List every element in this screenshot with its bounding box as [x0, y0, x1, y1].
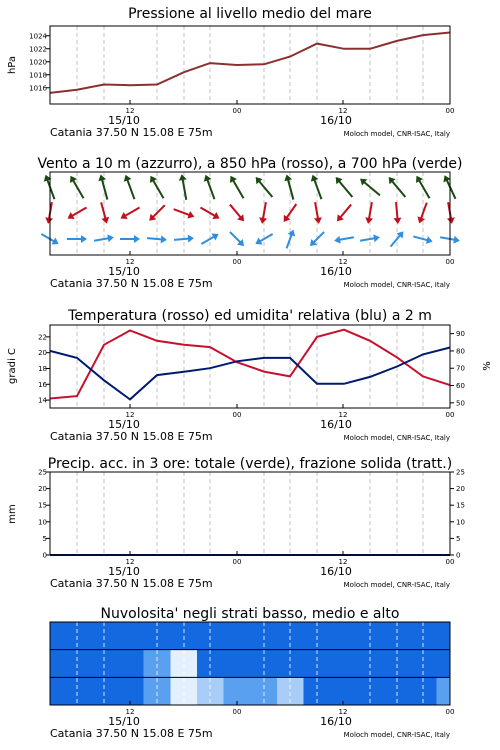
wind-arrow-head — [426, 236, 434, 245]
x-hour-label: 12 — [125, 107, 135, 115]
wind-arrow-head — [447, 217, 456, 224]
y-tick-label: 25 — [38, 468, 47, 477]
x-date-label: 16/10 — [320, 565, 352, 578]
wind-arrow-head — [333, 236, 340, 245]
y-tick-label: 90 — [456, 330, 465, 339]
wind-arrow-head — [373, 233, 380, 242]
x-hour-label: 12 — [125, 258, 135, 266]
cloud-cell — [224, 622, 251, 650]
location-label: Catania 37.50 N 15.08 E 75m — [50, 577, 213, 590]
model-label: Moloch model, CNR-ISAC, Italy — [343, 581, 450, 589]
y-tick-label: 15 — [456, 501, 465, 510]
cloud-cell — [331, 650, 358, 678]
location-label: Catania 37.50 N 15.08 E 75m — [50, 430, 213, 443]
y-tick-label: 10 — [38, 518, 47, 527]
model-label: Moloch model, CNR-ISAC, Italy — [343, 434, 450, 442]
wind-arrow — [227, 202, 247, 224]
x-hour-label: 00 — [232, 107, 242, 115]
cloud-cell — [437, 677, 451, 705]
wind-arrow-shaft — [286, 204, 296, 219]
y-tick-label: 20 — [456, 485, 465, 494]
wind-arrow-head — [118, 212, 127, 222]
y-tick-label: 50 — [456, 399, 465, 408]
wind-arrow-shaft — [94, 238, 110, 241]
y-tick-label: 1020 — [29, 58, 47, 67]
chart-title: Nuvolosita' negli strati basso, medio e alto — [100, 606, 400, 622]
wind-arrow-shaft — [174, 238, 190, 239]
wind-arrow-shaft — [230, 205, 242, 219]
x-date-label: 15/10 — [108, 715, 140, 728]
x-hour-label: 12 — [125, 558, 135, 566]
wind-arrow-head — [122, 173, 132, 181]
wind-arrow-head — [441, 174, 451, 183]
wind-arrow — [333, 174, 356, 199]
wind-arrow — [258, 201, 270, 224]
wind-arrow-shaft — [207, 179, 215, 200]
wind-arrow-shaft — [230, 232, 241, 243]
model-label: Moloch model, CNR-ISAC, Italy — [343, 130, 450, 138]
wind-arrow-shaft — [71, 208, 87, 217]
wind-arrow-head — [51, 238, 60, 248]
y-tick-label: 1024 — [29, 32, 47, 41]
cloud-cell — [50, 677, 64, 705]
y-axis-label: mm — [7, 504, 18, 524]
y-tick-label: 10 — [456, 518, 465, 527]
wind-arrow — [120, 235, 140, 243]
cloud-cell — [117, 622, 144, 650]
x-hour-label: 00 — [445, 558, 455, 566]
wind-arrow — [118, 204, 141, 222]
wind-arrow-head — [67, 174, 77, 183]
cloud-cell — [117, 677, 144, 705]
wind-arrow-shaft — [258, 180, 272, 197]
chart-title: Precip. acc. in 3 ore: totale (verde), frazione solida (tratt.) — [47, 456, 453, 472]
wind-arrow — [122, 173, 138, 200]
wind-arrow-shaft — [41, 234, 55, 242]
wind-arrow-head — [188, 234, 195, 242]
wind-arrow-head — [227, 174, 237, 183]
wind-arrow — [198, 204, 221, 222]
location-label: Catania 37.50 N 15.08 E 75m — [50, 126, 213, 139]
y-tick-label: 22 — [38, 333, 47, 342]
plot-frame — [50, 472, 450, 555]
x-date-label: 16/10 — [320, 418, 352, 431]
humidity-line — [50, 348, 450, 400]
wind-arrow-head — [161, 235, 168, 243]
wind-arrow-shaft — [102, 178, 108, 199]
wind-arrow-shaft — [446, 179, 455, 199]
wind-arrow-head — [134, 235, 140, 243]
wind-arrow-head — [101, 217, 110, 225]
wind-arrow-shaft — [391, 234, 401, 246]
cloud-cell — [437, 622, 451, 650]
y-axis-label: gradi C — [7, 348, 18, 384]
cloud-cell — [50, 650, 64, 678]
wind-arrow-shaft — [363, 181, 380, 195]
wind-arrow-head — [258, 217, 267, 224]
wind-arrow-shaft — [127, 179, 135, 200]
y-axis-label: hPa — [7, 55, 18, 75]
cloud-cell — [437, 650, 451, 678]
wind-arrow-shaft — [233, 179, 244, 198]
model-label: Moloch model, CNR-ISAC, Italy — [343, 281, 450, 289]
y-tick-label: 15 — [38, 501, 47, 510]
wind-arrow — [227, 229, 247, 249]
wind-arrow-shaft — [259, 234, 273, 242]
y-tick-label: 25 — [456, 468, 465, 477]
x-hour-label: 00 — [445, 258, 455, 266]
wind-arrow — [280, 202, 299, 225]
x-hour-label: 00 — [445, 411, 455, 419]
wind-arrow-shaft — [200, 208, 216, 217]
chart-title: Vento a 10 m (azzurro), a 850 hPa (rosso), a 700 hPa (verde) — [37, 156, 463, 172]
x-date-label: 15/10 — [108, 418, 140, 431]
wind-arrow-head — [97, 173, 106, 181]
wind-arrow-shaft — [288, 178, 294, 199]
y-tick-label: 16 — [38, 380, 47, 389]
wind-arrow — [334, 202, 354, 224]
x-hour-label: 12 — [338, 411, 348, 419]
wind-arrow-shaft — [314, 179, 322, 200]
wind-arrow-shaft — [421, 203, 427, 220]
wind-arrow-head — [44, 217, 53, 224]
wind-arrow-shaft — [391, 180, 405, 197]
wind-arrow-shaft — [101, 202, 106, 219]
location-label: Catania 37.50 N 15.08 E 75m — [50, 727, 213, 740]
wind-arrow-shaft — [287, 233, 292, 248]
x-hour-label: 00 — [232, 411, 242, 419]
y-tick-label: 18 — [38, 364, 47, 373]
temperature-line — [50, 330, 450, 399]
wind-arrow-shaft — [396, 202, 398, 220]
wind-arrow-shaft — [338, 180, 352, 197]
x-hour-label: 12 — [338, 107, 348, 115]
y-tick-label: 20 — [38, 349, 47, 358]
x-date-label: 16/10 — [320, 715, 352, 728]
x-hour-label: 12 — [125, 411, 135, 419]
x-hour-label: 00 — [232, 558, 242, 566]
x-hour-label: 12 — [338, 558, 348, 566]
wind-arrow-head — [212, 212, 221, 222]
chart-title: Pressione al livello medio del mare — [128, 6, 372, 22]
wind-arrow-shaft — [340, 205, 352, 219]
wind-arrow-head — [364, 217, 373, 224]
wind-arrow-shaft — [360, 238, 376, 241]
wind-arrow — [311, 201, 323, 224]
y-tick-label: 1018 — [29, 71, 47, 80]
wind-arrow-shaft — [152, 205, 165, 218]
wind-arrow — [227, 174, 247, 201]
location-label: Catania 37.50 N 15.08 E 75m — [50, 277, 213, 290]
wind-arrow-head — [415, 216, 425, 224]
pressure-line — [50, 33, 450, 93]
x-hour-label: 00 — [445, 708, 455, 716]
y-tick-label: 60 — [456, 382, 465, 391]
wind-arrow-shaft — [73, 179, 84, 198]
y-tick-label: 0 — [456, 551, 461, 560]
wind-arrow-shaft — [419, 179, 430, 198]
y-tick-label: 70 — [456, 364, 465, 373]
wind-arrow-shaft — [338, 237, 354, 240]
x-date-label: 15/10 — [108, 265, 140, 278]
wind-arrow-shaft — [124, 208, 140, 217]
wind-arrow-shaft — [413, 236, 428, 240]
wind-arrow-head — [393, 218, 401, 225]
x-hour-label: 00 — [232, 708, 242, 716]
wind-arrow-head — [253, 238, 262, 248]
y-tick-label: 1022 — [29, 45, 47, 54]
y-tick-label: 5 — [456, 534, 461, 543]
wind-arrow-head — [65, 212, 74, 222]
wind-arrow-shaft — [47, 179, 55, 200]
x-hour-label: 00 — [232, 258, 242, 266]
y-tick-label: 20 — [38, 485, 47, 494]
wind-arrow-shaft — [147, 238, 163, 239]
wind-arrow — [364, 201, 376, 224]
wind-arrow-head — [81, 235, 87, 243]
wind-arrow-head — [211, 231, 220, 241]
wind-arrow-head — [413, 174, 423, 183]
wind-arrow-head — [187, 211, 195, 221]
x-date-label: 15/10 — [108, 565, 140, 578]
x-date-label: 15/10 — [108, 114, 140, 127]
wind-arrow — [146, 202, 167, 223]
wind-arrow — [333, 233, 354, 244]
y-tick-label: 1016 — [29, 84, 47, 93]
wind-arrow-shaft — [174, 209, 191, 215]
cloud-cell — [117, 650, 144, 678]
x-hour-label: 12 — [338, 258, 348, 266]
wind-arrow-shaft — [153, 179, 164, 198]
wind-arrow — [392, 202, 402, 225]
x-date-label: 16/10 — [320, 265, 352, 278]
wind-arrow — [65, 204, 88, 222]
wind-arrow-head — [453, 236, 460, 245]
chart-title: Temperatura (rosso) ed umidita' relativa (blu) a 2 m — [68, 308, 432, 324]
wind-arrow-head — [107, 233, 114, 242]
wind-arrow-shaft — [440, 237, 456, 240]
cloud-cell — [50, 622, 64, 650]
wind-arrow-shaft — [313, 232, 324, 243]
plot-frame — [50, 172, 450, 255]
wind-arrow-head — [147, 174, 157, 183]
wind-arrow-head — [178, 174, 187, 181]
y-tick-label: 5 — [42, 534, 47, 543]
cloud-cell — [331, 622, 358, 650]
model-label: Moloch model, CNR-ISAC, Italy — [343, 731, 450, 739]
wind-arrow-head — [288, 228, 298, 236]
y-tick-label: 0 — [42, 551, 47, 560]
x-date-label: 16/10 — [320, 114, 352, 127]
x-hour-label: 12 — [338, 708, 348, 716]
y-tick-label: 80 — [456, 347, 465, 356]
wind-arrow-head — [283, 173, 292, 181]
x-hour-label: 00 — [445, 107, 455, 115]
wind-arrow-head — [314, 217, 323, 224]
cloud-cell — [331, 677, 358, 705]
x-hour-label: 12 — [125, 708, 135, 716]
cloud-cell — [224, 677, 251, 705]
y2-axis-label: % — [482, 361, 493, 371]
y-tick-label: 14 — [38, 396, 47, 405]
cloud-cell — [224, 650, 251, 678]
wind-arrow-shaft — [201, 236, 215, 244]
